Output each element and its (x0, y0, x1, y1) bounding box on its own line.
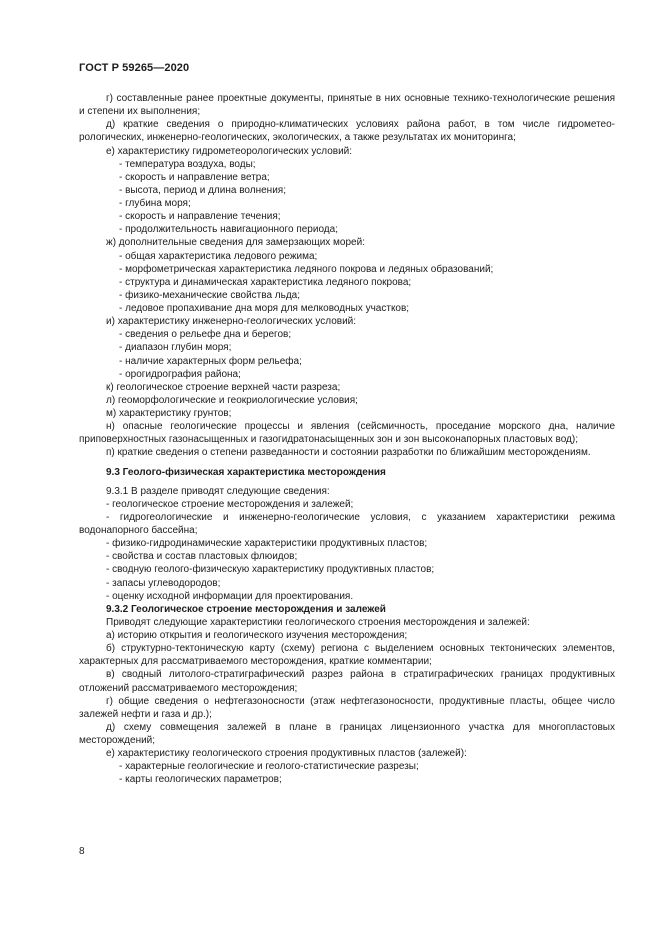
paragraph-zh: ж) дополнительные сведения для замерзающих морей: (106, 237, 365, 249)
list-item: - продолжительность навигационного периода; (119, 224, 338, 236)
document-header: ГОСТ Р 59265—2020 (79, 62, 190, 74)
list-item: - оценку исходной информации для проектирования. (106, 590, 354, 602)
list-item: - орогидрография района; (119, 368, 241, 380)
paragraph-l: л) геоморфологические и геокриологические условия; (106, 394, 358, 406)
list-item: е) характеристику геологического строения продуктивных пластов (залежей): (106, 748, 467, 760)
paragraph-k: к) геологическое строение верхней части разреза; (106, 381, 341, 393)
list-item: а) историю открытия и геологического изучения месторождения; (106, 630, 408, 641)
page-number: 8 (79, 846, 85, 857)
list-item: - скорость и направление течения; (119, 211, 281, 223)
list-item: - карты геологических параметров; (119, 774, 282, 786)
list-item: - морфометрическая характеристика ледяного покрова и ледяных образований; (119, 263, 494, 275)
list-item: д) схему совмещения залежей в плане в границах лицензионного участка для многопластовых месторождений; (79, 721, 615, 746)
paragraph-n: н) опасные геологические процессы и явления (сейсмичность, проседание морского дна, наличие приповерхностных газонасыщенных и газогидратонасыщенных зон и зон высоконапорных пластовых вод); (79, 421, 615, 446)
paragraph-p: п) краткие сведения о степени разведанности и состоянии разработки по ближайшим месторождениям. (106, 447, 591, 459)
list-item: - физико-механические свойства льда; (119, 289, 301, 301)
list-item: - высота, период и длина волнения; (119, 184, 286, 196)
list-item: в) сводный литолого-стратиграфический разрез района в стратиграфических границах продуктивных отложений рассматриваемого месторождения; (79, 669, 615, 694)
list-item: г) общие сведения о нефтегазоносности (этаж нефтегазоносности, продуктивные пласты, общее число залежей нефти и газа и др.); (79, 695, 615, 720)
paragraph-g: г) составленные ранее проектные документы, принятые в них основные технико-технологические решения и степени их выполнения; (79, 93, 615, 118)
list-item: - наличие характерных форм рельефа; (119, 355, 302, 367)
section-heading-9-3: 9.3 Геолого-физическая характеристика месторождения (106, 466, 386, 478)
list-item: - глубина моря; (119, 198, 191, 209)
section-heading-9-3-2 (79, 603, 615, 616)
paragraph-d: д) краткие сведения о природно-климатических условиях района работ, в том числе гидрометеорологических, инженерно-геологических, экологических, а также результатах их мониторинга; (79, 119, 615, 144)
list-item: б) структурно-тектоническую карту (схему) региона с выделением основных тектонических элементов, характерных для рассматриваемого месторождения, краткие комментарии; (79, 643, 615, 668)
paragraph-9-3-1: 9.3.1 В разделе приводят следующие сведения: (106, 485, 330, 497)
list-item: - структура и динамическая характеристика ледяного покрова; (119, 276, 412, 288)
list-item: - запасы углеводородов; (106, 577, 221, 589)
paragraph-e: е) характеристику гидрометеорологических условий: (106, 145, 353, 157)
list-item: - диапазон глубин моря; (119, 342, 232, 354)
list-item: - сведения о рельефе дна и берегов; (119, 329, 292, 341)
list-item: - гидрогеологические и инженерно-геологические условия, с указанием характеристики режима водонапорного бассейна; (79, 511, 615, 536)
list-item: - сводную геолого-физическую характеристику продуктивных пластов; (106, 564, 435, 576)
paragraph-9-3-2-intro: Приводят следующие характеристики геологического строения месторождения и залежей: (106, 616, 530, 628)
list-item: - характерные геологические и геолого-статистические разрезы; (119, 761, 419, 773)
section-heading-9-3-2-text: 9.3.2 Геологическое строение месторождения и залежей (106, 603, 386, 615)
list-item: - физико-гидродинамические характеристики продуктивных пластов; (106, 538, 428, 550)
paragraph-m: м) характеристику грунтов; (106, 408, 232, 419)
list-item: - свойства и состав пластовых флюидов; (106, 551, 298, 563)
list-item: - скорость и направление ветра; (119, 171, 270, 183)
paragraph-i: и) характеристику инженерно-геологических условий: (106, 316, 357, 328)
list-item: - ледовое пропахивание дна моря для мелководных участков; (119, 303, 410, 314)
list-item: - общая характеристика ледового режима; (119, 250, 318, 262)
list-item: - геологическое строение месторождения и залежей; (106, 498, 354, 510)
document-body (79, 92, 615, 787)
list-item: - температура воздуха, воды; (119, 158, 256, 170)
